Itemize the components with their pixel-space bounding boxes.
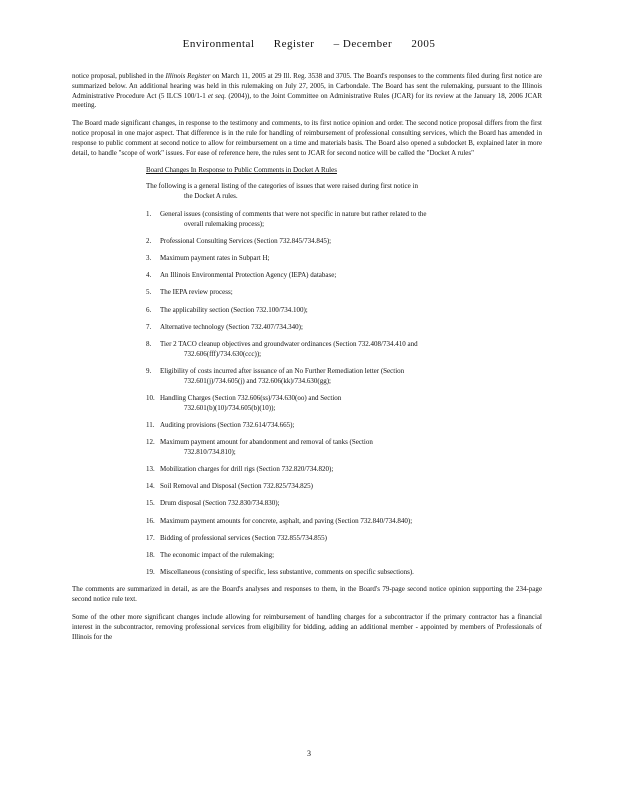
paragraph-2: The Board made significant changes, in response to the testimony and comments, to its first notice opinion and order. The second notice proposal differs from the first notice proposal in one major aspect. That difference is in the rule for handling of reimbursement of professional consulting services, which the Board has amended in response to public comment at second notice to allow for reimbursement on a time and materials basis. The Board also opened a subdocket B, explained later in more detail, to handle "scope of work" issues. For ease of reference here, the rules sent to JCAR for second notice will be called the "Docket A rules" [72,119,542,157]
list-item [146,288,542,298]
list-item [146,568,542,578]
paragraph-3: The comments are summarized in detail, as are the Board's analyses and responses to them, in the Board's 79-page second notice opinion supporting the 234-page second notice rule text. [72,585,542,604]
list-item [146,237,542,247]
page-number: 3 [307,749,311,758]
list-item [146,421,542,431]
list-item-continuation: 732.606(fff)/734.630(ccc)); [184,349,262,358]
list-item [146,517,542,527]
intro-text [146,182,542,202]
list-item-number: 13. [146,465,155,473]
list-item-number: 8. [146,339,152,348]
list-item-number: 16. [146,516,155,525]
list-item-text: An Illinois Environmental Protection Agency (IEPA) database; [160,271,337,280]
list-item-number: 18. [146,550,155,559]
list-item-number: 3. [146,253,152,262]
list-item-continuation: 732.810/734.810); [184,447,236,456]
list-item-text: Eligibility of costs incurred after issuance of an No Further Remediation letter (Section [160,366,405,375]
list-item-text: The applicability section (Section 732.100/734.100); [160,305,308,314]
list-item-text: Alternative technology (Section 732.407/734.340); [160,322,303,331]
list-item-number: 6. [146,305,152,314]
list-item-number: 10. [146,393,155,402]
list-item [146,323,542,333]
list-item-text: Tier 2 TACO cleanup objectives and groundwater ordinances (Section 732.408/734.410 and [160,339,418,348]
list-item-text: Handling Charges (Section 732.606(ss)/734.630(oo) and Section [160,393,342,402]
list-item-number: 14. [146,482,155,491]
list-item-number: 2. [146,236,152,245]
header-year: 2005 [411,38,436,50]
list-item-text: The economic impact of the rulemaking; [160,550,275,559]
paragraph-4: Some of the other more significant changes include allowing for reimbursement of handling charges for a subcontractor if the primary contractor has a financial interest in the subcontractor, removing professional services from eligibility for bidding, adding an additional member - appointed by members of Professionals of Illinois for the [72,612,542,641]
header-middle: Register [273,38,315,50]
list-item [146,340,542,360]
list-item-number: 15. [146,499,155,508]
list-item-text: Maximum payment amount for abandonment and removal of tanks (Section [160,438,373,447]
list-item-continuation: 732.601(b)(10)/734.605(b)(10)); [184,403,276,412]
list-item-text: Bidding of professional services (Section 732.855/734.855) [160,533,328,542]
list-item-continuation: 732.601(j)/734.605(j) and 732.606(kk)/734.630(gg); [184,376,331,385]
list-item [146,551,542,561]
document-body [72,72,542,650]
list-item [146,438,542,458]
list-item-number: 11. [146,420,155,429]
list-item [146,482,542,492]
list-item-number: 7. [146,322,152,331]
list-item-text: Auditing provisions (Section 732.614/734.665); [160,420,295,429]
list-item [146,534,542,544]
list-item-text: Professional Consulting Services (Section 732.845/734.845); [160,236,332,245]
list-item-number: 4. [146,271,152,280]
list-item-number: 17. [146,533,155,542]
list-item-text: The IEPA review process; [160,288,233,297]
list-item [146,254,542,264]
issue-list [146,210,542,578]
list-item-number: 9. [146,366,152,375]
header-right: – December [333,38,393,50]
page-header [0,38,618,50]
section-title: Board Changes In Response to Public Comments in Docket A Rules [146,166,337,175]
list-item-text: Miscellaneous (consisting of specific, less substantive, comments on specific subsections). [160,568,414,577]
paragraph-1: notice proposal, published in the Illinois Register on March 11, 2005 at 29 Ill. Reg. 3538 and 3705. The Board's responses to the comments filed during first notice are summarized below. An additional hearing was held in this rulemaking on July 27, 2005, in Carbondale. The Board has sent the rulemaking, pursuant to the Illinois Administrative Procedure Act (5 ILCS 100/1-1 et seq. (2004)), to the Joint Committee on Administrative Rules (JCAR) for its review at the January 18, 2006 JCAR meeting. [72,72,542,110]
list-item-text: General issues (consisting of comments that were not specific in nature but rather related to the [160,209,427,218]
list-item-text: Drum disposal (Section 732.830/734.830); [160,499,280,508]
list-item-number: 12. [146,438,155,447]
list-item [146,367,542,387]
list-item-number: 1. [146,209,152,218]
list-item-text: Maximum payment rates in Subpart H; [160,253,270,262]
list-item [146,394,542,414]
intro-line-1: The following is a general listing of the categories of issues that were raised during first notice in [146,182,418,191]
list-item [146,499,542,509]
header-left: Environmental [182,38,255,50]
list-item [146,210,542,230]
intro-line-2: the Docket A rules. [184,191,238,200]
list-item-number: 19. [146,568,155,577]
list-item-text: Soil Removal and Disposal (Section 732.825/734.825) [160,482,314,491]
list-item [146,465,542,475]
list-item-number: 5. [146,288,152,297]
list-item-text: Mobilization charges for drill rigs (Section 732.820/734.820); [160,465,334,473]
list-item-continuation: overall rulemaking process); [184,219,265,228]
list-item [146,271,542,281]
list-item [146,306,542,316]
list-item-text: Maximum payment amounts for concrete, asphalt, and paving (Section 732.840/734.840); [160,516,413,525]
